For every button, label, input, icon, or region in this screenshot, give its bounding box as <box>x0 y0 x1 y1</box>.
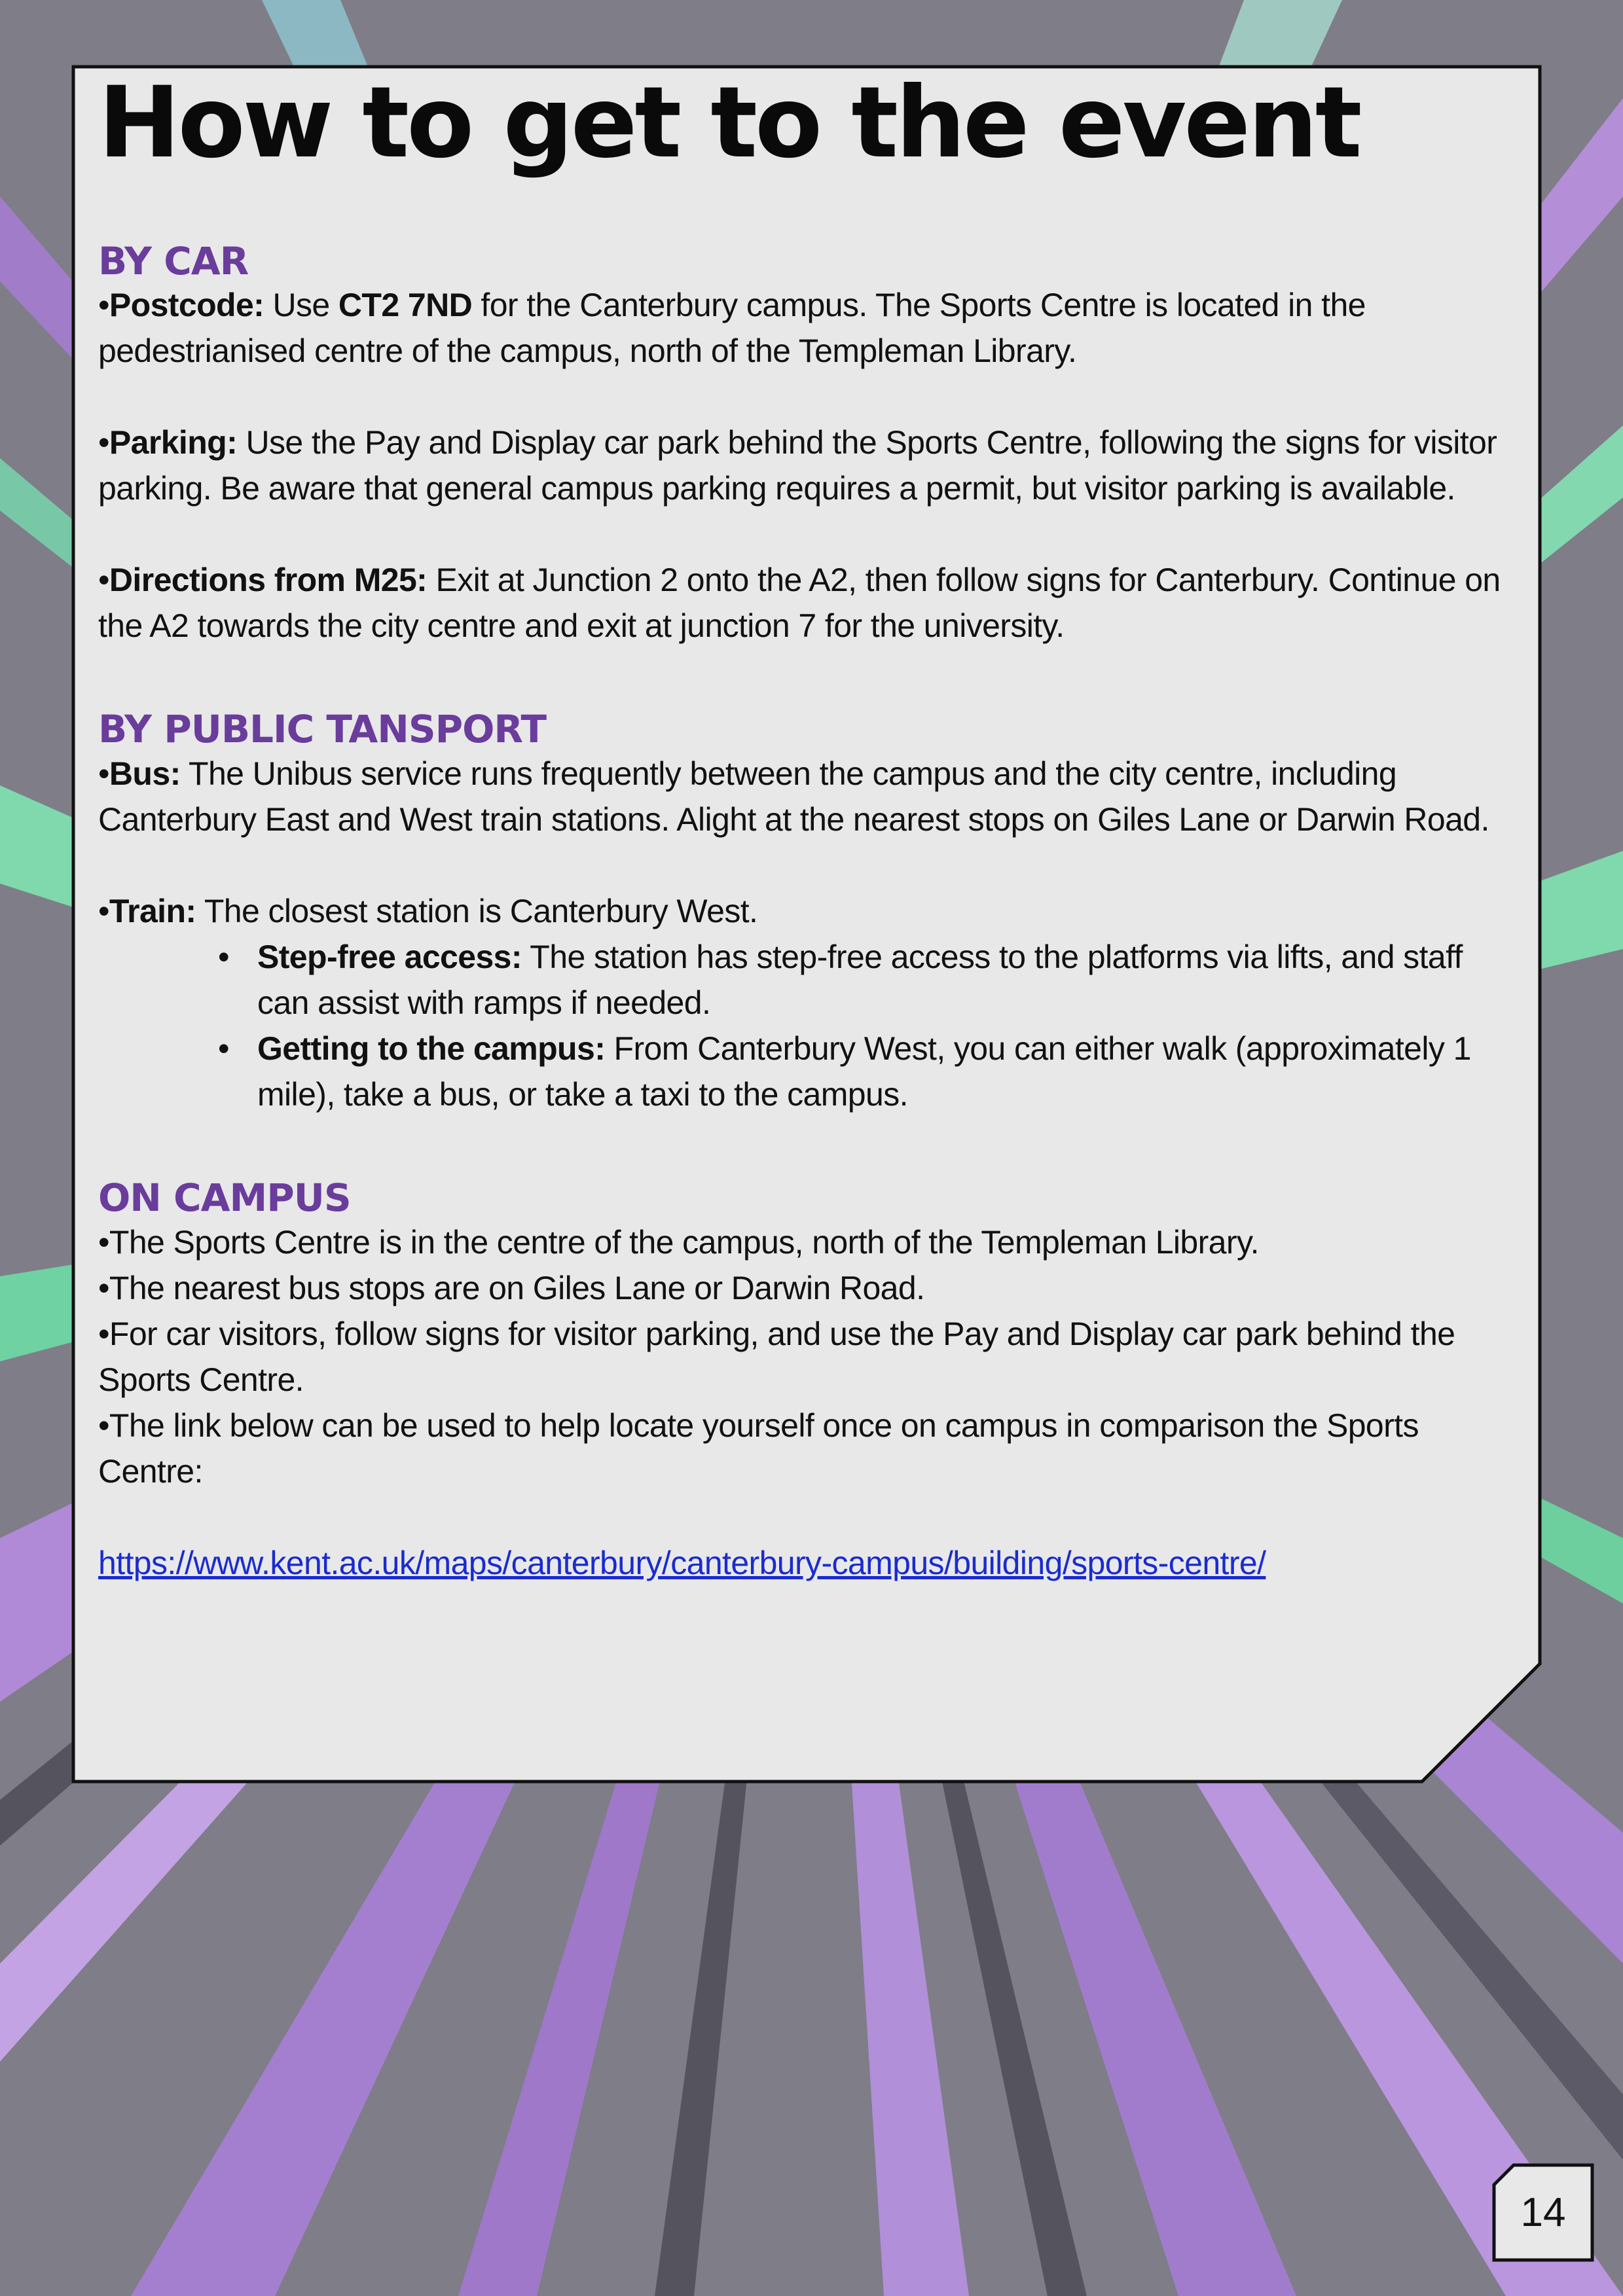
page-title: How to get to the event <box>98 66 1360 180</box>
parking-paragraph <box>98 420 1515 511</box>
public-transport-heading: BY PUBLIC TANSPORT <box>98 707 547 752</box>
directions-paragraph <box>98 557 1515 649</box>
page-number: 14 <box>1520 2190 1566 2235</box>
bullet: • <box>218 939 229 976</box>
bullet: • <box>218 1030 229 1067</box>
bullet: • <box>98 1315 109 1352</box>
on-campus-item <box>98 1403 1515 1494</box>
list-item <box>98 1026 1515 1117</box>
postcode-paragraph <box>98 282 1515 374</box>
bullet: • <box>98 755 109 793</box>
bullet: • <box>98 424 109 461</box>
bullet: • <box>98 1223 109 1261</box>
by-car-heading: BY CAR <box>98 238 249 283</box>
step-free-text: The station has step-free access to the platforms via lifts, and staff can assist with ramps if needed. <box>257 939 1463 1022</box>
train-label: Train: <box>109 893 196 930</box>
step-free-label: Step-free access: <box>257 939 522 976</box>
getting-to-campus-label: Getting to the campus: <box>257 1030 606 1067</box>
sports-centre-map-link[interactable]: https://www.kent.ac.uk/maps/canterbury/canterbury-campus/building/sports-centre/ <box>98 1544 1266 1581</box>
postcode-pre: Use <box>264 287 338 324</box>
bullet: • <box>98 893 109 930</box>
train-paragraph <box>98 888 1515 934</box>
parking-text: Use the Pay and Display car park behind the Sports Centre, following the signs for visitor parking. Be aware that general campus parking requires a permit, but visitor parking is available. <box>98 424 1497 507</box>
list-item <box>98 934 1515 1026</box>
bullet: • <box>98 1407 109 1444</box>
on-campus-text: The link below can be used to help locate yourself once on campus in comparison the Sports Centre: <box>98 1407 1419 1490</box>
postcode-text: for the Canterbury campus. The Sports Centre is located in the pedestrianised centre of the campus, north of the Templeman Library. <box>98 287 1366 370</box>
train-sub-list <box>98 934 1515 1117</box>
postcode-label: Postcode: <box>109 287 264 324</box>
bus-text: The Unibus service runs frequently between the campus and the city centre, including Canterbury East and West train stations. Alight at the nearest stops on Giles Lane or Darwin Road. <box>98 755 1489 838</box>
on-campus-heading: ON CAMPUS <box>98 1175 351 1221</box>
getting-to-campus-text: From Canterbury West, you can either walk (approximately 1 mile), take a bus, or take a taxi to the campus. <box>257 1030 1471 1113</box>
postcode-code: CT2 7ND <box>338 287 473 324</box>
directions-text: Exit at Junction 2 onto the A2, then follow signs for Canterbury. Continue on the A2 towards the city centre and exit at junction 7 for the university. <box>98 562 1501 645</box>
on-campus-item <box>98 1219 1515 1265</box>
on-campus-item <box>98 1265 1515 1311</box>
bullet: • <box>98 1269 109 1306</box>
train-text: The closest station is Canterbury West. <box>196 893 758 930</box>
directions-label: Directions from M25: <box>109 562 428 599</box>
bullet: • <box>98 287 109 324</box>
bullet: • <box>98 562 109 599</box>
content-card-body <box>73 67 1540 1782</box>
on-campus-item <box>98 1311 1515 1403</box>
on-campus-text: For car visitors, follow signs for visitor parking, and use the Pay and Display car park behind the Sports Centre. <box>98 1315 1455 1398</box>
bus-paragraph <box>98 751 1515 842</box>
on-campus-text: The nearest bus stops are on Giles Lane or Darwin Road. <box>109 1269 925 1306</box>
bus-label: Bus: <box>109 755 181 793</box>
on-campus-text: The Sports Centre is in the centre of the campus, north of the Templeman Library. <box>109 1223 1259 1261</box>
parking-label: Parking: <box>109 424 238 461</box>
